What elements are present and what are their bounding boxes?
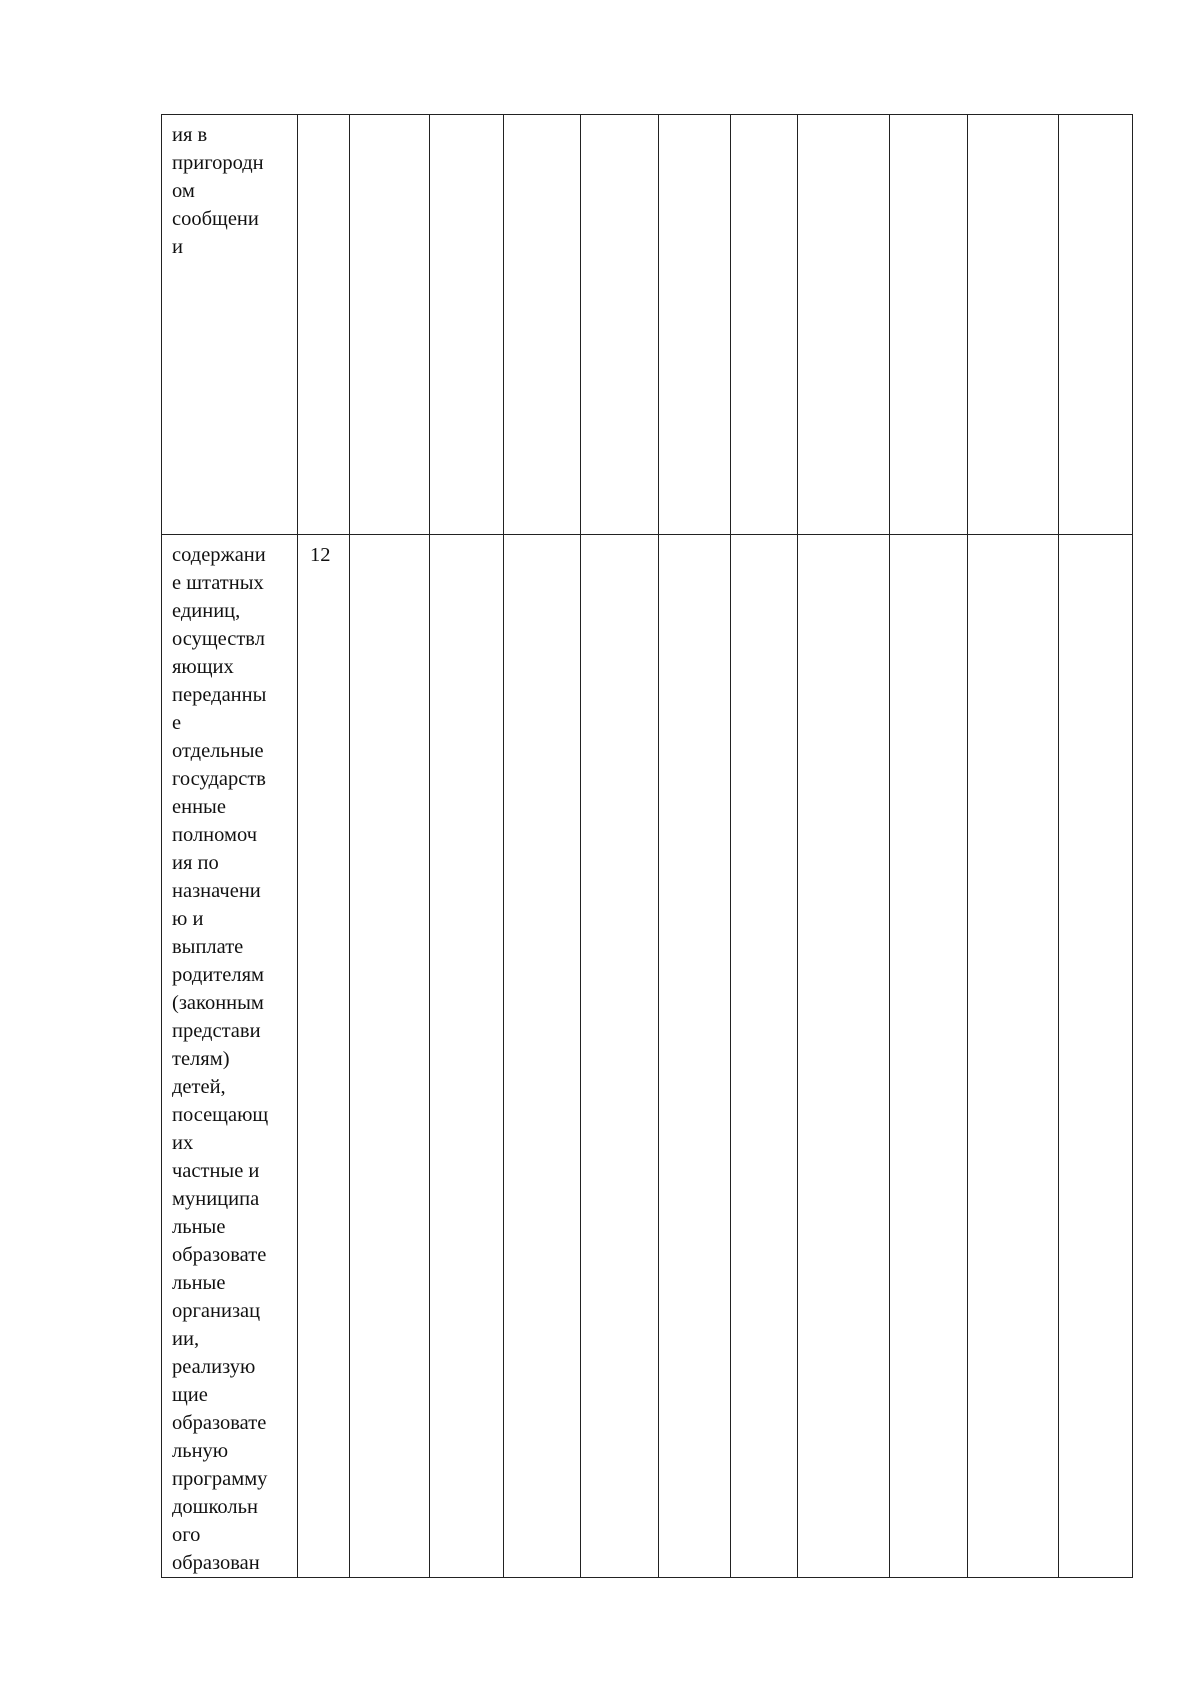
table-cell [659,115,731,535]
row-description-text: содержани е штатных единиц, осуществл яющих переданны е отдельные государств енные полномоч ия по назначени ю и выплате родителям (законным представи телям) детей, посещающ их частные и муниципа льные образовате льные организац ии, реализую щие образовате льную программу дошкольн ого образован [172,544,269,1574]
table-row [162,535,1133,1578]
table-cell [430,115,504,535]
table-cell [1059,535,1133,1578]
table-cell [798,535,890,1578]
table-cell [968,535,1059,1578]
table-cell [1059,115,1133,535]
table-cell [581,535,659,1578]
table-cell-description [162,115,298,535]
row-number-text [298,115,349,121]
table-cell [504,115,581,535]
document-table [161,114,1133,1578]
table-cell [581,115,659,535]
table-cell [968,115,1059,535]
table-cell-number [298,115,350,535]
table-cell-number [298,535,350,1578]
table-cell [430,535,504,1578]
table-cell [504,535,581,1578]
table-cell [798,115,890,535]
table-cell [350,535,430,1578]
table-cell [731,535,798,1578]
table-cell [890,535,968,1578]
row-description-text: ия в пригородн ом сообщени и [172,124,264,258]
table-cell-description [162,535,298,1578]
table-cell [890,115,968,535]
table-row [162,115,1133,535]
row-number-text: 12 [310,544,331,566]
table-cell [350,115,430,535]
table-cell [659,535,731,1578]
table-cell [731,115,798,535]
